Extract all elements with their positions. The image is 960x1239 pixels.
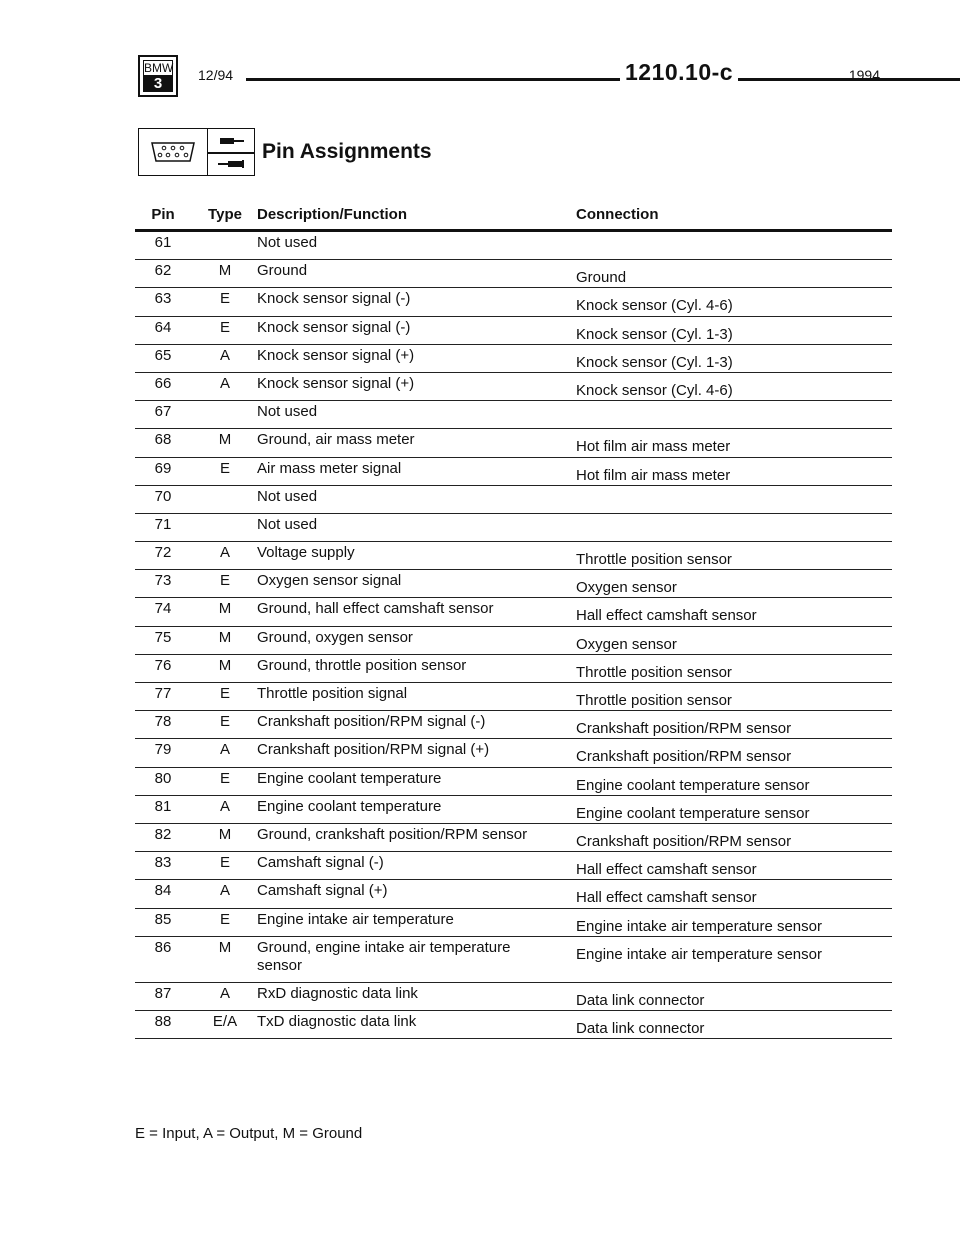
pin-type-icon [207, 128, 255, 176]
header-rule-left [246, 78, 620, 81]
table-row [135, 373, 892, 401]
section-heading [138, 128, 638, 178]
column-header-type: Type [208, 206, 242, 223]
description-cell: Crankshaft position/RPM signal (+) [257, 741, 490, 759]
description-cell: RxD diagnostic data link [257, 984, 418, 1002]
description-cell: Engine intake air temperature [257, 910, 454, 928]
document-number: 1210.10-c [625, 59, 734, 85]
connection-cell: Hot film air mass meter [576, 466, 731, 484]
type-cell: A [219, 882, 230, 900]
table-row [135, 429, 892, 457]
description-cell: Ground, engine intake air temperature sensor [257, 938, 511, 974]
column-header-description: Description/Function [257, 206, 407, 223]
type-cell: A [219, 544, 230, 562]
table-row [135, 288, 892, 316]
pin-cell: 83 [154, 854, 172, 872]
description-cell: Engine coolant temperature [257, 797, 442, 815]
table-row [135, 739, 892, 767]
connection-cell: Data link connector [576, 991, 705, 1009]
description-cell: Camshaft signal (-) [257, 854, 384, 872]
description-cell: Voltage supply [257, 544, 355, 562]
connection-cell: Hall effect camshaft sensor [576, 889, 757, 907]
type-cell: E/A [212, 1012, 238, 1030]
connection-cell: Hall effect camshaft sensor [576, 861, 757, 879]
table-row [135, 317, 892, 345]
pin-cell: 69 [154, 459, 172, 477]
pin-cell: 85 [154, 910, 172, 928]
description-cell: TxD diagnostic data link [257, 1012, 417, 1030]
legend-footnote: E = Input, A = Output, M = Ground [135, 1125, 363, 1142]
description-cell: Not used [257, 234, 318, 251]
table-row [135, 598, 892, 626]
pin-cell: 78 [154, 713, 172, 731]
connection-cell: Hall effect camshaft sensor [576, 607, 757, 625]
table-row [135, 824, 892, 852]
type-cell: M [218, 628, 232, 646]
column-header-connection: Connection [576, 206, 659, 223]
pin-cell: 88 [154, 1012, 172, 1030]
pin-cell: 84 [154, 882, 172, 900]
pin-cell: 68 [154, 431, 172, 449]
table-row [135, 655, 892, 683]
description-cell: Ground, hall effect camshaft sensor [257, 600, 494, 618]
table-row [135, 401, 892, 429]
pin-cell: 82 [154, 825, 172, 843]
type-cell: M [218, 262, 232, 280]
table-header [135, 204, 892, 230]
pin-cell: 71 [154, 515, 172, 533]
connection-cell: Throttle position sensor [576, 692, 732, 709]
description-cell: Knock sensor signal (-) [257, 318, 411, 336]
table-row [135, 542, 892, 570]
pin-cell: 87 [154, 984, 172, 1002]
type-cell: A [219, 984, 230, 1002]
table-row [135, 627, 892, 655]
connection-cell: Engine coolant temperature sensor [576, 804, 810, 822]
type-cell: E [219, 318, 230, 336]
logo-series-text: 3 [143, 75, 173, 92]
table-row [135, 683, 892, 711]
pin-cell: 62 [154, 262, 172, 280]
type-cell: E [219, 572, 230, 590]
table-row [135, 232, 892, 260]
connection-cell: Throttle position sensor [576, 663, 732, 681]
connection-cell: Crankshaft position/RPM sensor [576, 832, 792, 850]
connection-cell: Hot film air mass meter [576, 438, 731, 456]
type-cell: A [219, 741, 230, 759]
pin-cell: 80 [154, 769, 172, 787]
table-row [135, 514, 892, 542]
pin-cell: 73 [154, 572, 172, 590]
header-year: 1994 [848, 67, 880, 83]
connector-icon [138, 128, 208, 176]
connection-cell: Engine intake air temperature sensor [576, 945, 822, 963]
description-cell: Not used [257, 487, 318, 505]
table-row [135, 852, 892, 880]
pin-cell: 74 [154, 600, 172, 618]
pin-cell: 86 [154, 938, 172, 956]
connection-cell: Knock sensor (Cyl. 1-3) [576, 325, 733, 343]
connection-cell: Oxygen sensor [576, 579, 677, 597]
table-row [135, 486, 892, 514]
pin-table-body [135, 232, 892, 1039]
description-cell: Ground, throttle position sensor [257, 656, 467, 674]
connection-cell: Knock sensor (Cyl. 1-3) [576, 353, 733, 371]
pin-cell: 63 [154, 290, 172, 308]
type-cell: M [218, 600, 232, 618]
description-cell: Air mass meter signal [257, 459, 402, 477]
description-cell: Ground, oxygen sensor [257, 628, 413, 646]
table-row [135, 260, 892, 288]
type-cell: A [219, 374, 230, 392]
connection-cell: Data link connector [576, 1019, 705, 1037]
connection-cell: Engine intake air temperature sensor [576, 917, 822, 935]
description-cell: Engine coolant temperature [257, 769, 442, 787]
header-date: 12/94 [198, 67, 234, 83]
type-cell: M [218, 656, 232, 674]
table-row [135, 909, 892, 937]
connection-cell: Throttle position sensor [576, 551, 732, 569]
type-cell: A [219, 346, 230, 364]
type-cell: E [219, 910, 230, 928]
type-cell: A [219, 797, 230, 815]
description-cell: Knock sensor signal (-) [257, 290, 411, 308]
table-row [135, 570, 892, 598]
connection-cell: Oxygen sensor [576, 635, 677, 653]
column-header-pin: Pin [151, 206, 175, 223]
connection-cell: Engine coolant temperature sensor [576, 776, 810, 794]
connection-cell: Ground [576, 269, 627, 287]
pin-cell: 75 [154, 628, 172, 646]
description-cell: Camshaft signal (+) [257, 882, 388, 900]
table-row [135, 345, 892, 373]
pin-cell: 70 [154, 487, 172, 505]
pin-cell: 76 [154, 656, 172, 674]
table-row [135, 796, 892, 824]
description-cell: Ground, crankshaft position/RPM sensor [257, 825, 528, 843]
description-cell: Not used [257, 403, 318, 421]
type-cell: E [219, 459, 230, 477]
table-row [135, 711, 892, 739]
table-row [135, 1011, 892, 1039]
type-cell: E [219, 713, 230, 731]
connection-cell: Crankshaft position/RPM sensor [576, 720, 792, 738]
pin-cell: 81 [154, 797, 172, 815]
description-cell: Oxygen sensor signal [257, 572, 402, 590]
type-cell: E [219, 854, 230, 872]
type-cell: E [219, 290, 230, 308]
connection-cell: Knock sensor (Cyl. 4-6) [576, 381, 733, 399]
table-row [135, 983, 892, 1011]
description-cell: Crankshaft position/RPM signal (-) [257, 713, 486, 731]
description-cell: Knock sensor signal (+) [257, 374, 415, 392]
connection-cell: Knock sensor (Cyl. 4-6) [576, 297, 733, 315]
logo-brand-text: BMW [144, 61, 174, 75]
connection-cell: Crankshaft position/RPM sensor [576, 748, 792, 766]
pin-cell: 67 [154, 403, 172, 421]
bmw-3-series-logo [138, 55, 178, 97]
pin-cell: 72 [154, 544, 172, 562]
pin-cell: 64 [154, 318, 172, 336]
description-cell: Ground [257, 262, 308, 280]
table-row [135, 768, 892, 796]
pin-cell: 79 [154, 741, 172, 759]
description-cell: Not used [257, 515, 318, 533]
page-header [138, 55, 880, 99]
pin-cell: 65 [154, 346, 172, 364]
table-row [135, 880, 892, 908]
description-cell: Ground, air mass meter [257, 431, 415, 449]
pin-cell: 77 [154, 685, 172, 702]
description-cell: Throttle position signal [257, 685, 408, 702]
type-cell: M [218, 825, 232, 843]
pin-cell: 61 [154, 234, 172, 251]
section-title: Pin Assignments [262, 140, 432, 163]
description-cell: Knock sensor signal (+) [257, 346, 415, 364]
type-cell: M [218, 431, 232, 449]
type-cell: M [218, 938, 232, 956]
table-row [135, 937, 892, 983]
table-row [135, 458, 892, 486]
pin-cell: 66 [154, 374, 172, 392]
type-cell: E [219, 685, 230, 702]
type-cell: E [219, 769, 230, 787]
